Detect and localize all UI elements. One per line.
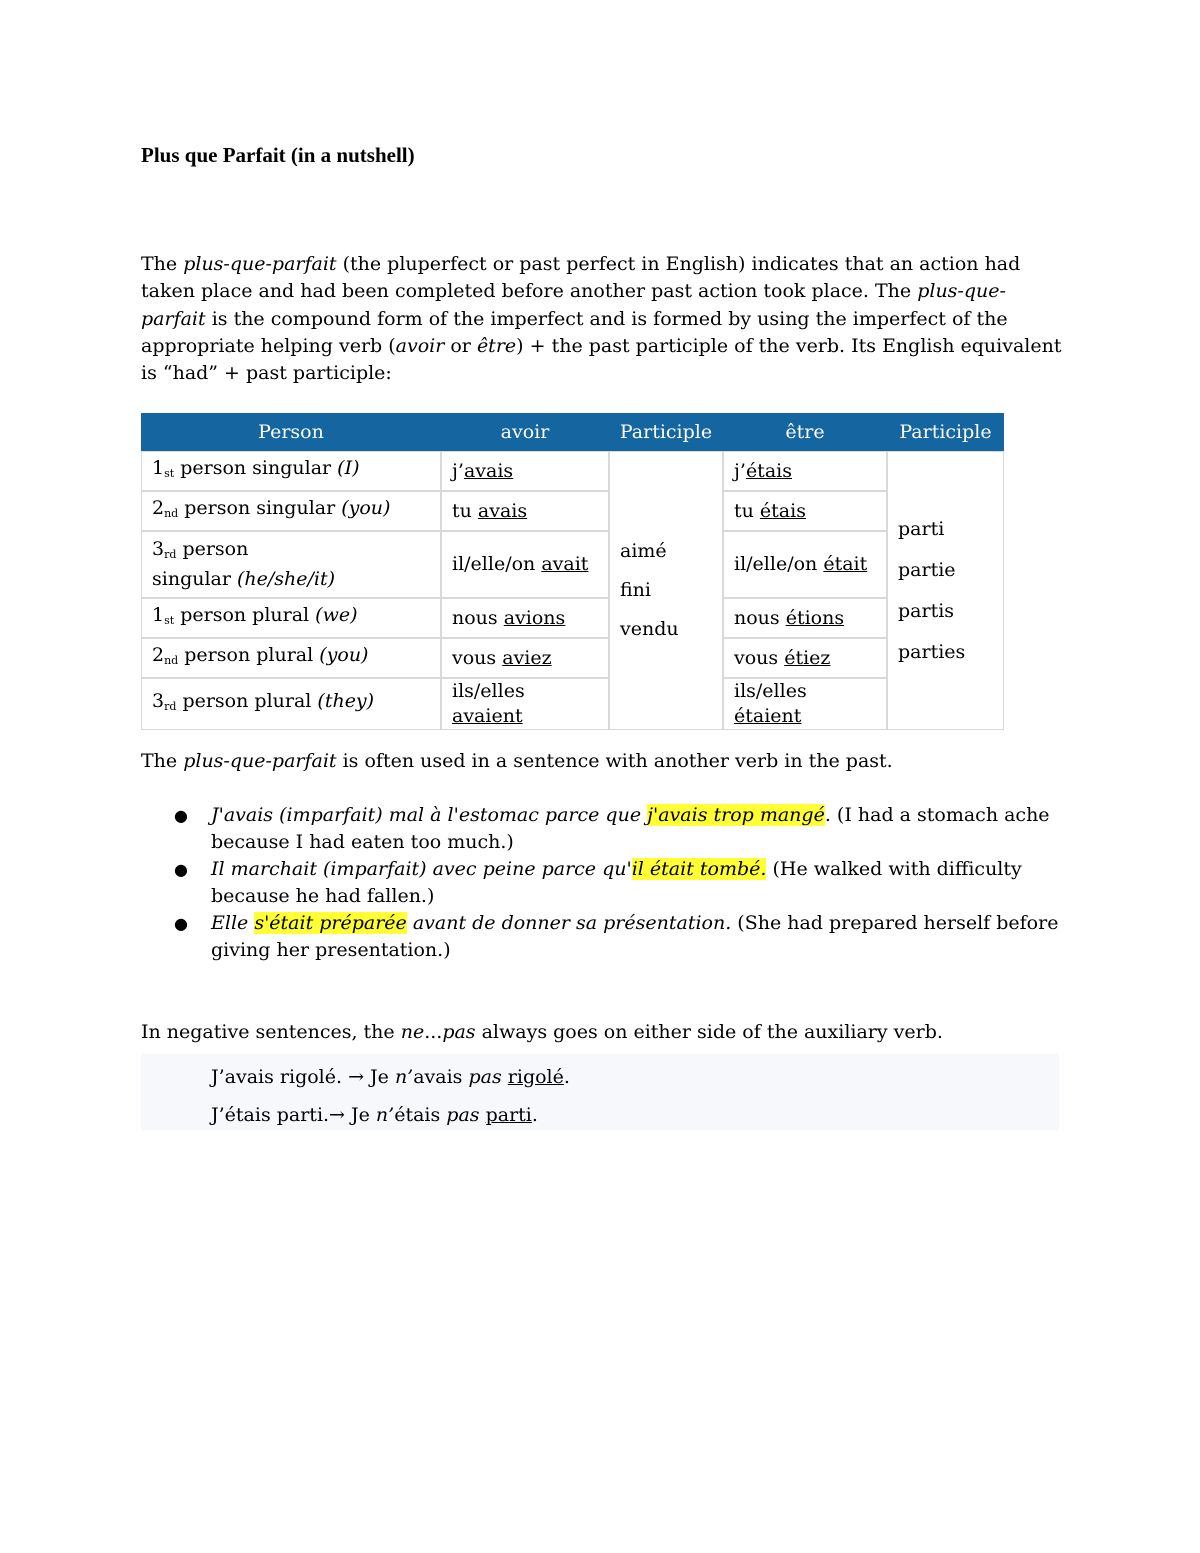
usage-text: The (141, 750, 184, 772)
avoir-cell (441, 451, 609, 491)
negative-text: always goes on either side of the auxiliary verb. (475, 1021, 943, 1043)
header-avoir: avoir (441, 413, 609, 451)
term-etre: être (476, 334, 517, 357)
avoir-cell (441, 598, 609, 638)
auxiliary-verb: étions (785, 606, 845, 629)
subject: j’ (452, 459, 464, 482)
avoir-cell (441, 491, 609, 531)
ordinal-suffix: st (164, 467, 175, 480)
auxiliary-verb: avais (477, 499, 528, 522)
auxiliary-verb: étiez (784, 646, 831, 669)
participle: aimé (620, 540, 667, 562)
subject: vous (734, 646, 785, 669)
pronoun: (we) (315, 604, 358, 626)
example-french: . (824, 804, 837, 826)
participle: vendu (620, 618, 679, 640)
bullet-icon: ● (174, 806, 188, 825)
person-number: 3 (152, 538, 165, 560)
subject: j’ (734, 459, 746, 482)
etre-cell (723, 638, 887, 678)
subject: nous (452, 606, 504, 629)
avoir-cell (441, 638, 609, 678)
person-label: person (176, 538, 249, 560)
person-number: 1 (152, 604, 165, 626)
auxiliary-verb: avais (463, 459, 514, 482)
person-cell (141, 678, 441, 730)
etre-cell (723, 598, 887, 638)
person-label: person singular (178, 497, 342, 519)
subject: nous (734, 606, 786, 629)
intro-text: The (141, 253, 184, 275)
term-ne: ne (400, 1021, 425, 1043)
person-cell (141, 451, 441, 491)
subject: vous (452, 646, 503, 669)
example-text: . (563, 1066, 570, 1088)
person-cell (141, 531, 441, 598)
person-number: 1 (152, 457, 165, 479)
pronoun: (they) (317, 690, 375, 712)
etre-cell (723, 678, 887, 730)
avoir-cell (441, 678, 609, 730)
usage-text: is often used in a sentence with another verb in the past. (336, 750, 893, 772)
highlighted-phrase: j'avais trop mangé (647, 804, 825, 826)
example-french: J'avais (imparfait) mal à l'estomac parce que (211, 804, 648, 826)
highlighted-phrase: s'était préparée (254, 912, 407, 934)
term-pas: pas (442, 1021, 476, 1043)
bullet-icon: ● (174, 860, 188, 879)
person-cell (141, 598, 441, 638)
negative-examples-box (141, 1054, 1059, 1130)
past-participle: rigolé (507, 1066, 564, 1088)
etre-cell (723, 451, 887, 491)
table-row (141, 678, 1004, 730)
example-translation: (I had a stomach ache because I had eaten too much.) (211, 804, 1050, 853)
auxiliary-verb: étais (759, 499, 806, 522)
highlighted-phrase: il était tombé. (631, 858, 767, 880)
term-pas: pas (446, 1104, 480, 1126)
term-plus-que-parfait: plus-que-parfait (141, 280, 1006, 330)
subject: ils/elles (452, 680, 525, 702)
etre-cell (723, 531, 887, 598)
ordinal-suffix: rd (164, 700, 177, 713)
example-french: Il marchait (imparfait) avec peine parce qu' (211, 858, 632, 880)
table-row (141, 491, 1004, 531)
avoir-participle-list (620, 539, 712, 642)
auxiliary-verb: avaient (452, 705, 523, 727)
negative-example (211, 1066, 570, 1088)
negative-example (211, 1104, 538, 1126)
subject: il/elle/on (452, 553, 542, 575)
bullet-icon: ● (174, 914, 188, 933)
list-item (141, 856, 1066, 910)
intro-text: is the compound form of the imperfect and is formed by using the imperfect of the appropriate helping verb ( (141, 307, 1008, 357)
subject: il/elle/on (734, 553, 824, 575)
ordinal-suffix: nd (164, 507, 179, 520)
etre-cell (723, 491, 887, 531)
person-cell (141, 491, 441, 531)
term-plus-que-parfait: plus-que-parfait (183, 253, 337, 275)
pronoun: (he/she/it) (237, 568, 336, 590)
example-text: . (531, 1104, 538, 1126)
pronoun: (I) (337, 457, 360, 479)
term-plus-que-parfait: plus-que-parfait (183, 750, 337, 772)
example-text: avais (413, 1066, 469, 1088)
negative-paragraph (141, 1021, 943, 1043)
example-french: Elle (211, 912, 255, 934)
term-avoir: avoir (395, 334, 445, 357)
header-participle-avoir: Participle (609, 413, 723, 451)
list-item (141, 910, 1066, 964)
example-translation: (She had prepared herself before giving her presentation.) (211, 912, 1059, 961)
table-row (141, 531, 1004, 598)
intro-text: ) + the past participle of the verb. Its English equivalent is “had” + past participle: (141, 334, 1062, 385)
example-translation: (He walked with difficulty because he had fallen.) (211, 858, 1022, 907)
ordinal-suffix: nd (164, 654, 179, 667)
person-label: person plural (178, 644, 320, 666)
example-text: étais (394, 1104, 447, 1126)
term-ne: n’ (375, 1104, 395, 1126)
auxiliary-verb: étais (745, 459, 792, 482)
example-text: J’avais rigolé. → Je (211, 1066, 395, 1088)
example-list (141, 802, 1066, 964)
past-participle: parti (485, 1104, 532, 1126)
subject: tu (734, 499, 760, 522)
etre-participle-list (898, 517, 993, 665)
pronoun: (you) (341, 497, 391, 519)
person-label: person plural (176, 690, 318, 712)
person-label: singular (152, 568, 237, 590)
auxiliary-verb: avions (503, 606, 566, 629)
page-title: Plus que Parfait (in a nutshell) (141, 143, 415, 167)
subject: ils/elles (734, 680, 807, 702)
intro-paragraph (141, 251, 1066, 387)
participle: fini (620, 579, 651, 601)
table-header-row (141, 413, 1004, 451)
table-row (141, 598, 1004, 638)
avoir-participles-cell (609, 451, 723, 730)
header-participle-etre: Participle (887, 413, 1004, 451)
person-number: 2 (152, 644, 165, 666)
header-etre: être (723, 413, 887, 451)
term-ne: n’ (394, 1066, 414, 1088)
auxiliary-verb: était (823, 553, 868, 575)
intro-text: (the pluperfect or past perfect in English) indicates that an action had taken place and had been completed before another past action took place. The (141, 253, 1021, 303)
example-text: J’étais parti.→ Je (211, 1104, 376, 1126)
ellipsis: ... (424, 1021, 443, 1043)
example-french: avant de donner sa présentation. (406, 912, 738, 934)
pronoun: (you) (319, 644, 369, 666)
header-person: Person (141, 413, 441, 451)
intro-text: or (444, 334, 477, 357)
participle: parti (898, 517, 945, 540)
participle: partie (898, 558, 956, 581)
participle: partis (898, 599, 955, 622)
etre-participles-cell (887, 451, 1004, 730)
participle: parties (898, 640, 966, 663)
usage-paragraph (141, 750, 893, 772)
auxiliary-verb: avait (541, 553, 589, 575)
person-label: person plural (174, 604, 316, 626)
avoir-cell (441, 531, 609, 598)
person-cell (141, 638, 441, 678)
table-row (141, 638, 1004, 678)
term-pas: pas (468, 1066, 502, 1088)
conjugation-table (141, 413, 1004, 730)
ordinal-suffix: st (164, 614, 175, 627)
auxiliary-verb: étaient (734, 705, 802, 727)
table-row (141, 451, 1004, 491)
auxiliary-verb: aviez (502, 646, 552, 669)
ordinal-suffix: rd (164, 548, 177, 561)
negative-text: In negative sentences, the (141, 1021, 401, 1043)
list-item (141, 802, 1066, 856)
person-number: 3 (152, 690, 165, 712)
person-number: 2 (152, 497, 165, 519)
subject: tu (452, 499, 478, 522)
person-label: person singular (174, 457, 338, 479)
